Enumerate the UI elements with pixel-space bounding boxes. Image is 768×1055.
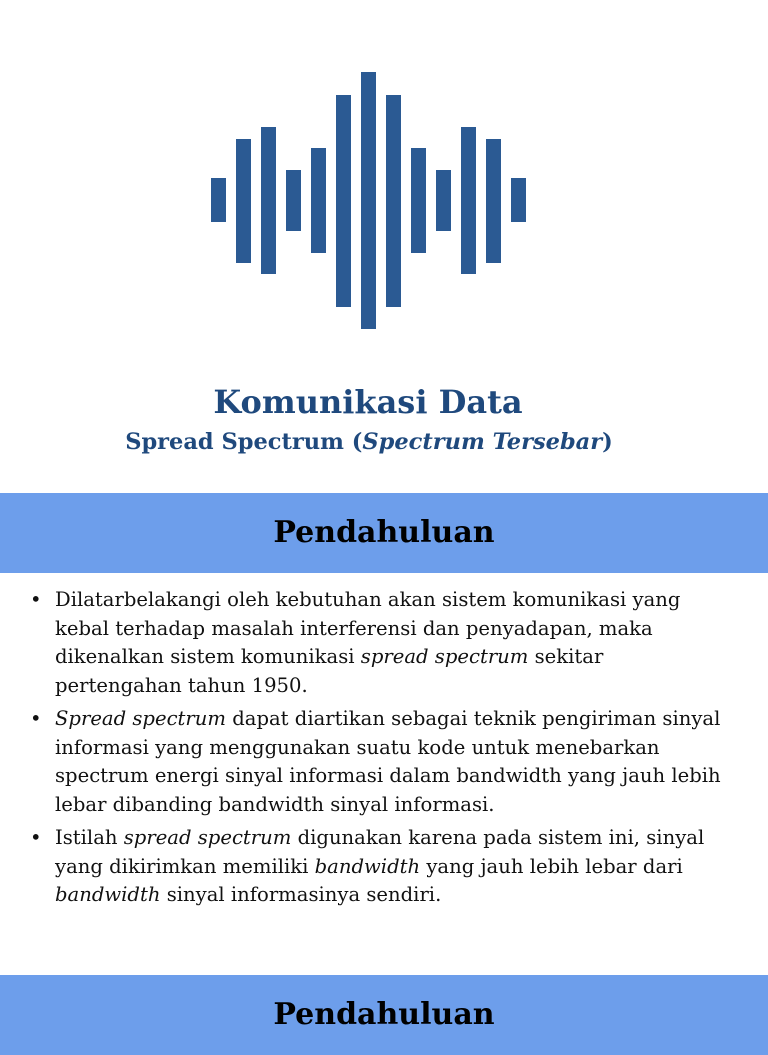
section-title: Pendahuluan (273, 515, 495, 550)
bullet-text: sekitar pertengahan tahun 1950. (55, 645, 604, 697)
bullet-text: Istilah (55, 826, 124, 849)
logo-bar (461, 127, 476, 274)
bullet-text: Dilatarbelakangi oleh kebutuhan akan sistem komunikasi yang kebal terhadap masalah interferensi dan penyadapan, maka dikenalkan sistem komunikasi (55, 588, 681, 668)
subtitle-italic-text: Spectrum Tersebar (362, 429, 603, 455)
bullet-text-italic: bandwidth (314, 854, 421, 878)
logo-bar (261, 127, 276, 274)
bullet-item (30, 705, 730, 819)
logo-bar (411, 148, 426, 253)
section-banner (0, 975, 768, 1055)
subtitle-text: Spread Spectrum ( (125, 429, 363, 455)
bullet-item (30, 586, 730, 700)
section-banner (0, 493, 768, 573)
bullet-dot-icon: • (30, 826, 42, 849)
bullet-text: yang jauh lebih lebar dari (420, 854, 683, 878)
logo-bar (286, 170, 301, 231)
logo-bar (386, 95, 401, 307)
bullet-text: sinyal informasinya sendiri. (160, 883, 442, 906)
bullet-text-italic: spread spectrum (360, 645, 529, 668)
presentation-subtitle (0, 427, 738, 457)
title-slide (0, 0, 768, 492)
bullet-text: digunakan karena pada sistem ini, sinyal yang dikirimkan memiliki (55, 826, 705, 878)
bullet-text: dapat diartikan sebagai teknik pengiriman sinyal informasi yang menggunakan suatu kode untuk menebarkan spectrum energi sinyal informasi dalam bandwidth yang jauh lebih lebar dibanding bandwidth sinyal informasi. (55, 707, 721, 816)
bullet-item (30, 824, 730, 910)
logo-bar (511, 178, 526, 222)
logo-bar (361, 72, 376, 329)
logo-bar (211, 178, 226, 222)
soundwave-logo-icon (0, 0, 768, 340)
presentation-title: Komunikasi Data (213, 383, 523, 421)
logo-bar (486, 139, 501, 263)
logo-bar (436, 170, 451, 231)
logo-bar (311, 148, 326, 253)
bullet-text-italic: spread spectrum (123, 826, 292, 849)
logo-bar (236, 139, 251, 263)
logo-bar (336, 95, 351, 307)
section-title: Pendahuluan (273, 997, 495, 1032)
bullet-text-italic: bandwidth (55, 883, 161, 906)
bullet-dot-icon: • (30, 588, 42, 611)
subtitle-close: ) (602, 429, 613, 455)
bullet-text-italic: Spread spectrum (55, 707, 226, 730)
bullet-list (30, 586, 730, 915)
bullet-dot-icon: • (30, 707, 42, 730)
